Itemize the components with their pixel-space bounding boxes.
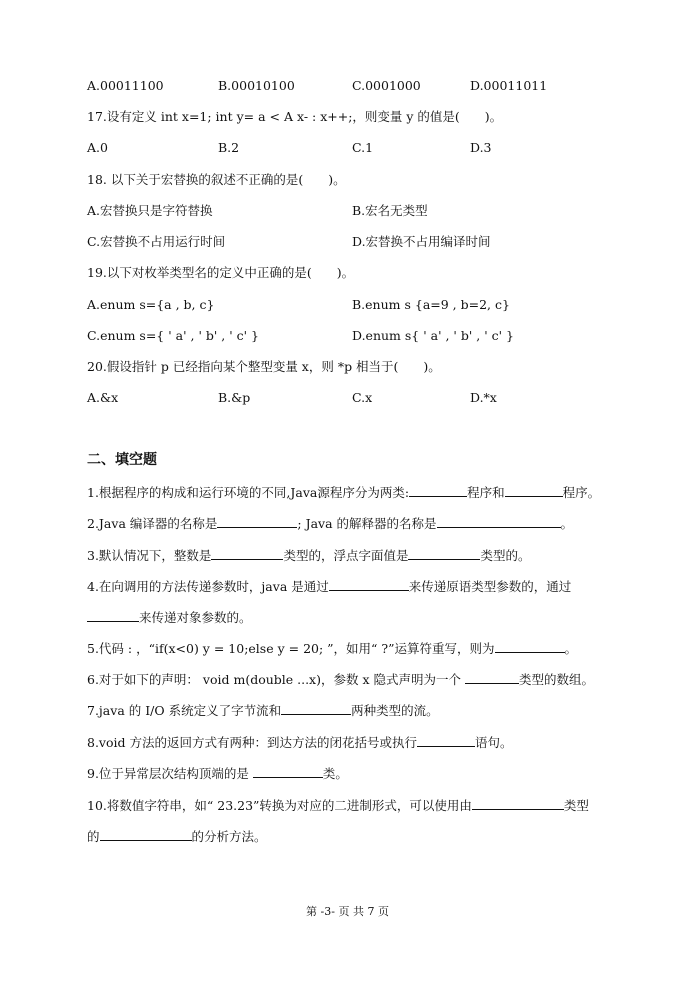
- option: A.宏替换只是字符替换: [87, 203, 213, 218]
- option: C.enum s={ ' a' , ' b' , ' c' }: [87, 328, 259, 343]
- option: D.宏替换不占用编译时间: [352, 234, 491, 249]
- option: C.0001000: [352, 78, 421, 93]
- option: B.2: [218, 140, 240, 155]
- text: 2.Java 编译器的名称是: [87, 516, 218, 531]
- blank: [409, 484, 467, 497]
- fill-item-4-cont: [87, 609, 252, 626]
- option: A.00011100: [87, 78, 164, 93]
- fill-item-3: [87, 547, 530, 564]
- blank: [505, 484, 563, 497]
- fill-item-5: [87, 640, 577, 657]
- blank: [253, 765, 323, 778]
- text: 两种类型的流。: [351, 703, 439, 718]
- text: 9.位于异常层次结构顶端的是: [87, 766, 253, 781]
- blank: [495, 640, 565, 653]
- text: 程序和: [467, 485, 505, 500]
- option: D.*x: [470, 390, 497, 405]
- fill-item-2: [87, 515, 573, 532]
- text: 来传递对象参数的。: [139, 610, 252, 625]
- text: 类。: [322, 766, 348, 781]
- blank: [465, 671, 519, 684]
- blank: [417, 734, 475, 747]
- fill-item-10: [87, 797, 589, 814]
- blank: [87, 609, 139, 622]
- fill-item-8: [87, 734, 513, 751]
- section-heading: 二、填空题: [87, 452, 157, 468]
- text: 的分析方法。: [191, 829, 267, 844]
- question-17: 17.设有定义 int x=1; int y= a < A x- : x++;，则变量 y 的值是( )。: [87, 109, 503, 124]
- option: C.宏替换不占用运行时间: [87, 234, 226, 249]
- text: 语句。: [475, 735, 513, 750]
- text: 类型的，浮点字面值是: [283, 548, 409, 563]
- fill-item-9: [87, 765, 348, 782]
- text: 程序。: [562, 485, 601, 500]
- blank: [100, 828, 192, 841]
- text: 6.对于如下的声明： void m(double ...x)，参数 x 隐式声明为一个: [87, 672, 465, 687]
- question-20: 20.假设指针 p 已经指向某个整型变量 x，则 *p 相当于( )。: [87, 359, 441, 374]
- text: 类型的。: [480, 548, 531, 563]
- option: D.enum s{ ' a' , ' b' , ' c' }: [352, 328, 514, 343]
- text: 。: [564, 641, 578, 656]
- option: B.宏名无类型: [352, 203, 428, 218]
- text: 类型: [563, 798, 589, 813]
- question-18: 18. 以下关于宏替换的叙述不正确的是( )。: [87, 172, 346, 187]
- option: B.&p: [218, 390, 251, 405]
- blank: [329, 578, 409, 591]
- option: B.enum s {a=9 , b=2, c}: [352, 297, 510, 312]
- blank: [281, 702, 351, 715]
- fill-item-1: [87, 484, 600, 501]
- text: 。: [560, 516, 574, 531]
- fill-item-7: [87, 702, 439, 719]
- option: D.3: [470, 140, 492, 155]
- option: A.0: [87, 140, 108, 155]
- option: B.00010100: [218, 78, 295, 93]
- option: A.enum s={a , b, c}: [87, 297, 215, 312]
- text: 3.默认情况下，整数是: [87, 548, 212, 563]
- text: 10.将数值字符串，如“ 23.23”转换为对应的二进制形式，可以使用由: [87, 798, 472, 813]
- text: 5.代码 : ，“if(x<0) y = 10;else y = 20; ”，如用“ ?”运算符重写，则为: [87, 641, 495, 656]
- blank: [217, 515, 297, 528]
- fill-item-6: [87, 671, 594, 688]
- question-19: 19.以下对枚举类型名的定义中正确的是( )。: [87, 265, 355, 280]
- option: C.x: [352, 390, 373, 405]
- blank: [211, 547, 283, 560]
- fill-item-4: [87, 578, 571, 595]
- blank: [408, 547, 480, 560]
- text: 的: [87, 829, 100, 844]
- text: 7.java 的 I/O 系统定义了字节流和: [87, 703, 282, 718]
- blank: [437, 515, 561, 528]
- option: D.00011011: [470, 78, 548, 93]
- fill-item-10-cont: [87, 828, 267, 845]
- text: 类型的数组。: [518, 672, 594, 687]
- text: 1.根据程序的构成和运行环境的不同,Java源程序分为两类:: [87, 485, 410, 500]
- text: 4.在向调用的方法传递参数时，java 是通过: [87, 579, 329, 594]
- option: C.1: [352, 140, 374, 155]
- text: ; Java 的解释器的名称是: [297, 516, 437, 531]
- blank: [472, 797, 564, 810]
- page-footer: 第 -3- 页 共 7 页: [306, 905, 389, 918]
- text: 8.void 方法的返回方式有两种：到达方法的闭花括号或执行: [87, 735, 417, 750]
- option: A.&x: [87, 390, 119, 405]
- text: 来传递原语类型参数的，通过: [408, 579, 572, 594]
